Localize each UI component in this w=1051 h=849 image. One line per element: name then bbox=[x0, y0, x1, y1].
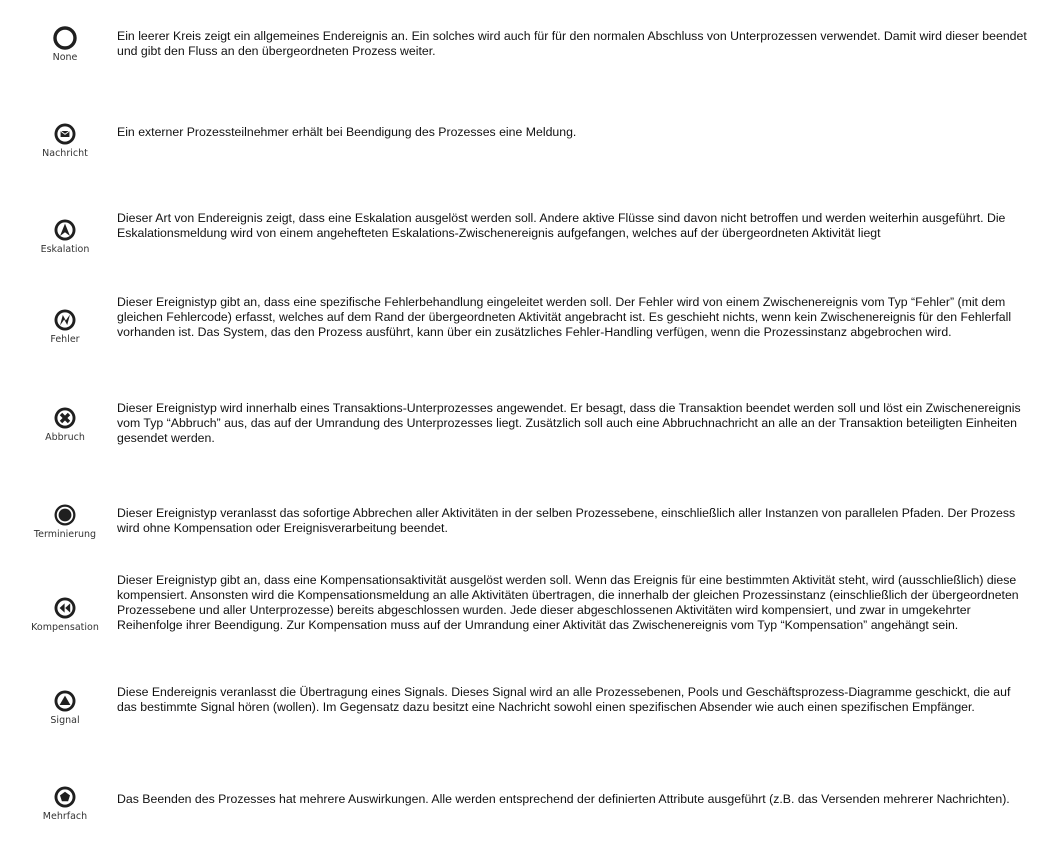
icon-cell bbox=[28, 122, 102, 159]
filled-circle-icon bbox=[53, 503, 77, 527]
icon-cell bbox=[28, 308, 102, 345]
icon-cell bbox=[28, 785, 102, 822]
event-label: Fehler bbox=[50, 334, 80, 345]
event-description: Dieser Ereignistyp gibt an, dass eine Kompensationsaktivität ausgelöst werden soll. Wenn das Ereignis für eine bestimmten Aktivität steht, wird (ausschließlich) diese kompensiert. Ansonsten wird die Kompensationsmeldung an alle Aktivitäten übertragen, die innerhalb der gleichen Prozessinstanz (einschließlich der übergeordneten Prozessebene und aller Unterprozesse) bereits abgeschlossen wurden. Jede dieser abgeschlossenen Aktivitäten wird kompensiert, und zwar in umgekehrter Reihenfolge ihrer Beendigung. Zur Kompensation muss auf der Umrandung einer Aktivität das Zwischenereignis vom Typ “Kompensation” angehängt sein. bbox=[117, 573, 1019, 632]
escalation-arrow-icon bbox=[53, 218, 77, 242]
event-label: None bbox=[52, 52, 78, 63]
event-label: Mehrfach bbox=[42, 811, 88, 822]
icon-cell bbox=[28, 503, 102, 540]
event-label: Nachricht bbox=[42, 148, 88, 159]
event-label: Kompensation bbox=[31, 622, 99, 633]
event-label: Abbruch bbox=[45, 432, 85, 443]
pentagon-icon bbox=[53, 785, 77, 809]
event-label: Terminierung bbox=[33, 529, 97, 540]
icon-cell bbox=[28, 406, 102, 443]
event-label: Eskalation bbox=[40, 244, 90, 255]
event-description: Diese Endereignis veranlasst die Übertragung eines Signals. Dieses Signal wird an alle Prozessebenen, Pools und Geschäftsprozess-Diagramme geschickt, die auf das bestimmte Signal hören (wollen). Im Gegensatz dazu besitzt eine Nachricht sowohl einen spezifischen Absender wie auch einen spezifischen Empfänger. bbox=[117, 685, 1011, 714]
event-description: Dieser Art von Endereignis zeigt, dass eine Eskalation ausgelöst werden soll. Andere aktive Flüsse sind davon nicht betroffen und werden weiterhin ausgeführt. Die Eskalationsmeldung wird von einem angehefteten Eskalations-Zwischenereignis aufgefangen, welches auf der übergeordneten Aktivität liegt bbox=[117, 211, 1006, 240]
event-description: Ein leerer Kreis zeigt ein allgemeines Endereignis an. Ein solches wird auch für für den normalen Abschluss von Unterprozessen verwendet. Damit wird dieser beendet und gibt den Fluss an den übergeordneten Prozess weiter. bbox=[117, 29, 1027, 58]
cross-icon bbox=[53, 406, 77, 430]
rewind-icon bbox=[53, 596, 77, 620]
event-description: Ein externer Prozessteilnehmer erhält bei Beendigung des Prozesses eine Meldung. bbox=[117, 125, 577, 139]
event-label: Signal bbox=[50, 715, 80, 726]
icon-cell bbox=[28, 596, 102, 633]
icon-cell bbox=[28, 26, 102, 63]
triangle-icon bbox=[53, 689, 77, 713]
icon-cell bbox=[28, 689, 102, 726]
circle-empty-icon bbox=[53, 26, 77, 50]
envelope-icon bbox=[53, 122, 77, 146]
event-description: Dieser Ereignistyp gibt an, dass eine spezifische Fehlerbehandlung eingeleitet werden soll. Der Fehler wird von einem Zwischenereignis vom Typ “Fehler” (mit dem gleichen Fehlercode) erfasst, welches auf dem Rand der übergeordneten Aktivität angebracht ist. Es geschieht nichts, wenn kein Zwischenereignis für den Fehlerfall vorhanden ist. Das System, das den Prozess ausführt, kann über ein zusätzliches Fehler-Handling verfügen, wenn die Prozessinstanz abgebrochen wird. bbox=[117, 295, 1012, 339]
event-description: Das Beenden des Prozesses hat mehrere Auswirkungen. Alle werden entsprechend der definierten Attribute ausgeführt (z.B. das Versenden mehrerer Nachrichten). bbox=[117, 792, 1010, 806]
event-description: Dieser Ereignistyp veranlasst das sofortige Abbrechen aller Aktivitäten in der selben Prozessebene, einschließlich aller Instanzen von parallelen Pfaden. Der Prozess wird ohne Kompensation oder Ereignisverarbeitung beendet. bbox=[117, 506, 1016, 535]
event-description: Dieser Ereignistyp wird innerhalb eines Transaktions-Unterprozesses angewendet. Er besagt, dass die Transaktion beendet werden soll und löst ein Zwischenereignis vom Typ “Abbruch” aus, das auf der Umrandung des Unterprozesses liegt. Zusätzlich soll auch eine Abbruchnachricht an alle an der Transaktion beteiligten Einheiten gesendet werden. bbox=[117, 401, 1021, 445]
icon-cell bbox=[28, 218, 102, 255]
lightning-icon bbox=[53, 308, 77, 332]
